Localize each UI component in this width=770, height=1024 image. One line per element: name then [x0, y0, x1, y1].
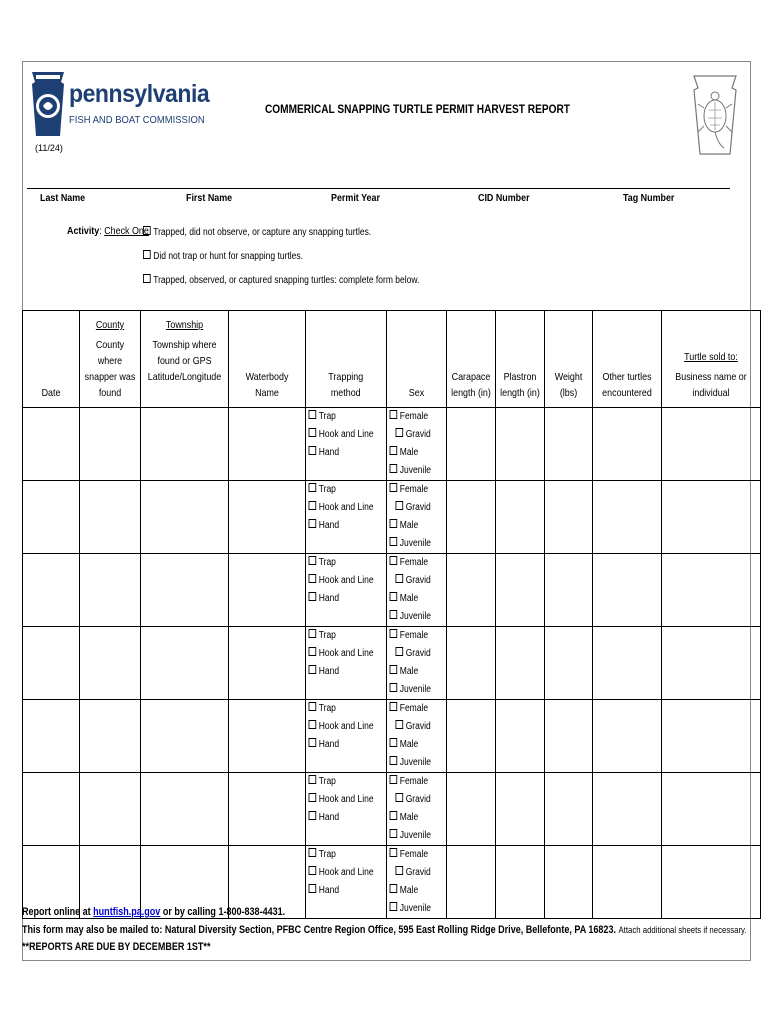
method-option-label: Hook and Line — [318, 429, 374, 440]
checkbox[interactable] — [389, 738, 397, 747]
col-weight: Weight (lbs) — [544, 311, 592, 408]
method-option-label: Trap — [318, 484, 336, 495]
checkbox[interactable] — [389, 592, 397, 601]
entry-cell[interactable] — [229, 627, 306, 700]
checkbox[interactable] — [309, 483, 317, 492]
sex-option-label: Gravid — [405, 648, 431, 659]
entry-cell[interactable] — [80, 700, 141, 773]
entry-cell[interactable] — [544, 700, 592, 773]
activity-option-3[interactable] — [143, 274, 419, 286]
sex-option[interactable] — [387, 864, 437, 882]
checkbox[interactable] — [389, 756, 397, 765]
sex-option[interactable] — [387, 846, 437, 864]
table-row — [23, 554, 761, 627]
sex-option-label: Juvenile — [399, 538, 431, 549]
col-waterbody: Waterbody Name — [229, 311, 306, 408]
entry-cell[interactable] — [495, 481, 544, 554]
entry-cell[interactable] — [592, 408, 661, 481]
checkbox[interactable] — [395, 720, 403, 729]
sex-option[interactable] — [387, 700, 437, 718]
sex-option-label: Male — [399, 447, 418, 458]
checkbox[interactable] — [309, 556, 317, 565]
checkbox[interactable] — [309, 574, 317, 583]
col-sex: Sex — [386, 311, 446, 408]
tag-number-field[interactable]: Tag Number — [623, 192, 675, 204]
checkbox[interactable] — [389, 811, 397, 820]
method-option-label: Trap — [318, 630, 336, 641]
entry-cell[interactable] — [495, 700, 544, 773]
method-option[interactable] — [306, 846, 374, 864]
entry-cell[interactable] — [544, 627, 592, 700]
checkbox[interactable] — [389, 848, 397, 857]
col-trapping-method: Trapping method — [306, 311, 387, 408]
method-option-label: Hand — [318, 666, 340, 677]
entry-cell[interactable] — [495, 627, 544, 700]
activity-option-label: Trapped, observed, or captured snapping turtles: complete form below. — [153, 275, 420, 286]
col-township: Township Township where found or GPS Latitude/Longitude — [141, 311, 229, 408]
brand-name: pennsylvania — [69, 80, 210, 108]
entry-cell[interactable] — [495, 408, 544, 481]
checkbox[interactable] — [309, 775, 317, 784]
method-option-label: Hand — [318, 593, 340, 604]
checkbox[interactable] — [389, 775, 397, 784]
checkbox[interactable] — [309, 720, 317, 729]
method-option-label: Hand — [318, 885, 340, 896]
method-option[interactable] — [306, 426, 374, 444]
entry-cell[interactable] — [592, 773, 661, 846]
checkbox[interactable] — [309, 629, 317, 638]
entry-cell[interactable] — [661, 408, 760, 481]
method-option[interactable] — [306, 700, 374, 718]
table-row — [23, 481, 761, 554]
entry-cell[interactable] — [141, 554, 229, 627]
checkbox[interactable] — [309, 501, 317, 510]
checkbox[interactable] — [389, 556, 397, 565]
entry-cell[interactable] — [23, 627, 80, 700]
sex-option-label: Male — [399, 520, 418, 531]
checkbox[interactable] — [143, 226, 151, 235]
table-row — [23, 627, 761, 700]
method-option[interactable] — [306, 809, 374, 827]
checkbox[interactable] — [389, 902, 397, 911]
activity-option-1[interactable] — [143, 226, 371, 238]
entry-cell[interactable] — [661, 846, 760, 919]
method-option[interactable] — [306, 408, 374, 426]
method-option-label: Hand — [318, 812, 340, 823]
method-option-label: Hand — [318, 739, 340, 750]
sex-option[interactable] — [387, 718, 437, 736]
entry-cell[interactable] — [446, 408, 495, 481]
entry-cell[interactable] — [23, 408, 80, 481]
table-header-row — [23, 311, 761, 408]
entry-cell[interactable] — [495, 846, 544, 919]
sex-option[interactable] — [387, 408, 437, 426]
sex-option[interactable] — [387, 481, 437, 499]
entry-cell[interactable] — [229, 408, 306, 481]
sex-option-label: Juvenile — [399, 830, 431, 841]
checkbox[interactable] — [389, 537, 397, 546]
checkbox[interactable] — [389, 702, 397, 711]
sex-option[interactable] — [387, 535, 437, 553]
sex-option-label: Female — [399, 484, 428, 495]
cid-number-field[interactable]: CID Number — [478, 192, 530, 204]
sex-option-label: Female — [399, 703, 428, 714]
attach-note: Attach additional sheets if necessary. — [618, 925, 747, 936]
huntfish-link[interactable]: huntfish.pa.gov — [93, 906, 161, 918]
checkbox[interactable] — [395, 501, 403, 510]
sex-option[interactable] — [387, 882, 437, 900]
entry-cell[interactable] — [495, 554, 544, 627]
sex-option[interactable] — [387, 900, 437, 918]
entry-cell[interactable] — [446, 554, 495, 627]
entry-cell[interactable] — [80, 481, 141, 554]
checkbox[interactable] — [309, 738, 317, 747]
entry-cell[interactable] — [661, 481, 760, 554]
table-row — [23, 700, 761, 773]
entry-cell[interactable] — [446, 700, 495, 773]
checkbox[interactable] — [395, 647, 403, 656]
method-option[interactable] — [306, 554, 374, 572]
checkbox[interactable] — [309, 811, 317, 820]
sex-option[interactable] — [387, 681, 437, 699]
form-title: COMMERICAL SNAPPING TURTLE PERMIT HARVEST REPORT — [265, 104, 570, 116]
entry-cell[interactable] — [80, 773, 141, 846]
method-option[interactable] — [306, 663, 374, 681]
method-option[interactable] — [306, 590, 374, 608]
sex-cell[interactable] — [386, 700, 446, 773]
trapping-method-cell[interactable] — [306, 846, 387, 919]
sex-option[interactable] — [387, 736, 437, 754]
checkbox[interactable] — [389, 446, 397, 455]
method-option-label: Hand — [318, 520, 340, 531]
entry-cell[interactable] — [661, 554, 760, 627]
check-one-label: Check One — [104, 225, 149, 237]
trapping-method-cell[interactable] — [306, 481, 387, 554]
sex-option-label: Female — [399, 849, 428, 860]
sex-option[interactable] — [387, 809, 437, 827]
entry-cell[interactable] — [80, 627, 141, 700]
sex-option[interactable] — [387, 554, 437, 572]
entry-cell[interactable] — [141, 481, 229, 554]
entry-cell[interactable] — [23, 700, 80, 773]
col-other-turtles: Other turtles encountered — [592, 311, 661, 408]
entry-cell[interactable] — [544, 408, 592, 481]
entry-cell[interactable] — [229, 554, 306, 627]
method-option-label: Hook and Line — [318, 721, 374, 732]
footer-text: or by calling 1-800-838-4431. — [160, 906, 286, 918]
entry-cell[interactable] — [592, 700, 661, 773]
sex-option-label: Male — [399, 666, 418, 677]
sex-option[interactable] — [387, 791, 437, 809]
trapping-method-cell[interactable] — [306, 627, 387, 700]
col-plastron: Plastron length (in) — [495, 311, 544, 408]
method-option[interactable] — [306, 444, 374, 462]
sex-option-label: Gravid — [405, 429, 431, 440]
sex-option-label: Gravid — [405, 721, 431, 732]
entry-cell[interactable] — [141, 700, 229, 773]
keystone-emblem-icon — [30, 70, 66, 138]
footer-line-2 — [22, 924, 747, 936]
entry-cell[interactable] — [544, 773, 592, 846]
method-option[interactable] — [306, 736, 374, 754]
sex-option-label: Gravid — [405, 502, 431, 513]
method-option-label: Hook and Line — [318, 575, 374, 586]
permit-year-field[interactable]: Permit Year — [331, 192, 380, 204]
sex-option[interactable] — [387, 773, 437, 791]
method-option[interactable] — [306, 517, 374, 535]
sex-option-label: Gravid — [405, 867, 431, 878]
form-revision: (11/24) — [35, 143, 63, 153]
entry-cell[interactable] — [544, 846, 592, 919]
col-county: County County where snapper was found — [80, 311, 141, 408]
col-date: Date — [23, 311, 80, 408]
entry-cell[interactable] — [80, 554, 141, 627]
checkbox[interactable] — [389, 410, 397, 419]
sex-cell[interactable] — [386, 408, 446, 481]
method-option[interactable] — [306, 499, 374, 517]
sex-option[interactable] — [387, 499, 437, 517]
mailing-address: This form may also be mailed to: Natural Diversity Section, PFBC Centre Region Office, 595 East Rolling Ridge Drive, Bellefonte, PA 16823. — [22, 924, 616, 936]
checkbox[interactable] — [395, 574, 403, 583]
entry-cell[interactable] — [141, 408, 229, 481]
checkbox[interactable] — [395, 866, 403, 875]
method-option-label: Hook and Line — [318, 502, 374, 513]
checkbox[interactable] — [389, 629, 397, 638]
sex-option[interactable] — [387, 517, 437, 535]
brand-subtitle: FISH AND BOAT COMMISSION — [69, 114, 205, 126]
entry-cell[interactable] — [592, 481, 661, 554]
entry-cell[interactable] — [495, 773, 544, 846]
sex-cell[interactable] — [386, 773, 446, 846]
entry-cell[interactable] — [229, 773, 306, 846]
entry-cell[interactable] — [23, 773, 80, 846]
entry-cell[interactable] — [446, 481, 495, 554]
sex-option[interactable] — [387, 663, 437, 681]
entry-cell[interactable] — [229, 700, 306, 773]
entry-cell[interactable] — [141, 627, 229, 700]
entry-cell[interactable] — [229, 481, 306, 554]
entry-cell[interactable] — [661, 627, 760, 700]
sex-option-label: Female — [399, 411, 428, 422]
sex-option[interactable] — [387, 444, 437, 462]
checkbox[interactable] — [309, 428, 317, 437]
checkbox[interactable] — [389, 884, 397, 893]
sex-option[interactable] — [387, 754, 437, 772]
method-option-label: Trap — [318, 776, 336, 787]
entry-cell[interactable] — [592, 846, 661, 919]
method-option[interactable] — [306, 627, 374, 645]
sex-option[interactable] — [387, 608, 437, 626]
checkbox[interactable] — [389, 829, 397, 838]
sex-option[interactable] — [387, 426, 437, 444]
table-row — [23, 773, 761, 846]
method-option-label: Trap — [318, 849, 336, 860]
activity-option-label: Trapped, did not observe, or capture any snapping turtles. — [153, 227, 372, 238]
sex-option[interactable] — [387, 462, 437, 480]
footer-line-3 — [22, 941, 210, 953]
first-name-field[interactable]: First Name — [186, 192, 233, 204]
sex-option[interactable] — [387, 827, 437, 845]
sex-option-label: Male — [399, 739, 418, 750]
col-carapace: Carapace length (in) — [446, 311, 495, 408]
header-line — [27, 188, 730, 189]
checkbox[interactable] — [395, 428, 403, 437]
checkbox[interactable] — [389, 665, 397, 674]
checkbox[interactable] — [309, 884, 317, 893]
entry-cell[interactable] — [544, 554, 592, 627]
entry-cell[interactable] — [544, 481, 592, 554]
checkbox[interactable] — [309, 848, 317, 857]
activity-title: Activity — [67, 225, 100, 237]
table-row — [23, 408, 761, 481]
sex-option-label: Juvenile — [399, 465, 431, 476]
sex-option-label: Female — [399, 630, 428, 641]
entry-cell[interactable] — [23, 554, 80, 627]
checkbox[interactable] — [389, 519, 397, 528]
sex-option-label: Gravid — [405, 575, 431, 586]
method-option-label: Trap — [318, 557, 336, 568]
entry-cell[interactable] — [23, 481, 80, 554]
activity-option-2[interactable] — [143, 250, 303, 262]
method-option-label: Trap — [318, 411, 336, 422]
activity-option-label: Did not trap or hunt for snapping turtles. — [153, 251, 303, 262]
sex-option[interactable] — [387, 590, 437, 608]
entry-cell[interactable] — [661, 700, 760, 773]
entry-cell[interactable] — [592, 627, 661, 700]
sex-cell[interactable] — [386, 481, 446, 554]
sex-option-label: Female — [399, 557, 428, 568]
sex-option-label: Male — [399, 885, 418, 896]
method-option[interactable] — [306, 773, 374, 791]
method-option[interactable] — [306, 882, 374, 900]
method-option[interactable] — [306, 718, 374, 736]
sex-option-label: Female — [399, 776, 428, 787]
entry-cell[interactable] — [592, 554, 661, 627]
sex-option-label: Juvenile — [399, 611, 431, 622]
checkbox[interactable] — [143, 250, 151, 259]
checkbox[interactable] — [309, 793, 317, 802]
checkbox[interactable] — [309, 866, 317, 875]
sex-option-label: Juvenile — [399, 757, 431, 768]
method-option-label: Hook and Line — [318, 648, 374, 659]
pfbc-logo — [30, 70, 210, 140]
trapping-method-cell[interactable] — [306, 408, 387, 481]
checkbox[interactable] — [389, 483, 397, 492]
turtle-keystone-icon — [690, 70, 740, 158]
sex-cell[interactable] — [386, 627, 446, 700]
checkbox[interactable] — [143, 274, 151, 283]
method-option[interactable] — [306, 791, 374, 809]
method-option-label: Hook and Line — [318, 867, 374, 878]
checkbox[interactable] — [309, 647, 317, 656]
entry-cell[interactable] — [80, 408, 141, 481]
sex-option[interactable] — [387, 572, 437, 590]
sex-cell[interactable] — [386, 554, 446, 627]
sex-cell[interactable] — [386, 846, 446, 919]
sex-option-label: Male — [399, 593, 418, 604]
method-option[interactable] — [306, 645, 374, 663]
trapping-method-cell[interactable] — [306, 700, 387, 773]
checkbox[interactable] — [389, 464, 397, 473]
sex-option[interactable] — [387, 645, 437, 663]
method-option-label: Hand — [318, 447, 340, 458]
checkbox[interactable] — [309, 702, 317, 711]
footer-line-1 — [22, 906, 285, 918]
activity-label: Activity: Check One — [67, 225, 149, 237]
sex-option[interactable] — [387, 627, 437, 645]
checkbox[interactable] — [389, 610, 397, 619]
sex-option-label: Gravid — [405, 794, 431, 805]
method-option-label: Hook and Line — [318, 794, 374, 805]
trapping-method-cell[interactable] — [306, 773, 387, 846]
checkbox[interactable] — [309, 519, 317, 528]
harvest-table — [22, 310, 761, 919]
method-option-label: Trap — [318, 703, 336, 714]
checkbox[interactable] — [309, 665, 317, 674]
checkbox[interactable] — [309, 446, 317, 455]
checkbox[interactable] — [389, 683, 397, 692]
sex-option-label: Juvenile — [399, 684, 431, 695]
checkbox[interactable] — [309, 410, 317, 419]
method-option[interactable] — [306, 572, 374, 590]
last-name-field[interactable]: Last Name — [40, 192, 86, 204]
footer-text: Report online at — [22, 906, 94, 918]
entry-cell[interactable] — [446, 627, 495, 700]
checkbox[interactable] — [309, 592, 317, 601]
method-option[interactable] — [306, 481, 374, 499]
col-sold-to: Turtle sold to: Business name or individual — [661, 311, 760, 408]
trapping-method-cell[interactable] — [306, 554, 387, 627]
entry-cell[interactable] — [661, 773, 760, 846]
entry-cell[interactable] — [446, 846, 495, 919]
entry-cell[interactable] — [446, 773, 495, 846]
sex-option-label: Juvenile — [399, 903, 431, 914]
due-date-note: **REPORTS ARE DUE BY DECEMBER 1ST** — [22, 941, 211, 953]
method-option[interactable] — [306, 864, 374, 882]
sex-option-label: Male — [399, 812, 418, 823]
checkbox[interactable] — [395, 793, 403, 802]
entry-cell[interactable] — [141, 773, 229, 846]
